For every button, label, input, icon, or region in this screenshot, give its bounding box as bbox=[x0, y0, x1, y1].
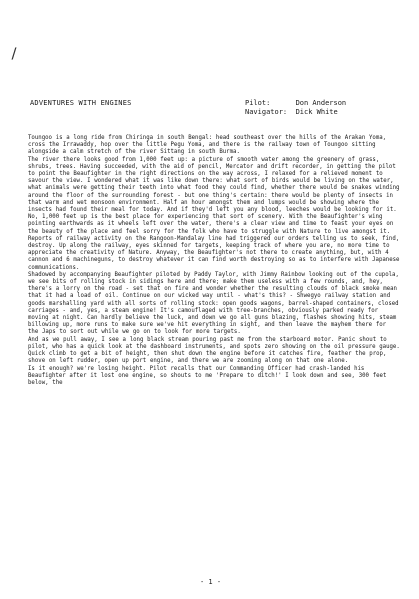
document-title: ADVENTURES WITH ENGINES bbox=[30, 99, 132, 107]
paragraph-6: And as we pull away, I see a long black stream pouring past me from the starboard motor. Panic shout to pilot, who has a quick look at the dashboard instruments, and spots zero showing on the oil pressure gauge. Quick climb to get a bit of height, then shut down the engine before it catches fire, feather the prop, shove on left rudder, open up port engine, and there we are zooming along on that one alone. bbox=[28, 336, 400, 365]
paragraph-3: No, 1,000 feet up is the best place for experiencing that sort of scenery. With the Beaufighter's wing pointing earthwards as it wheels left over the water, there's a clear view and time to feast your eyes on the beauty of the place and feel sorry for the folk who have to struggle with Nature to live amongst it. bbox=[28, 214, 394, 235]
navigator-line: Navigator: Dick White bbox=[245, 108, 338, 116]
pilot-line: Pilot: Don Anderson bbox=[245, 99, 347, 107]
paragraph-1: Toungoo is a long ride from Chiringa in south Bengal: head southeast over the hills of the Arakan Yoma, cross the Irrawaddy, hop over the little Pegu Yoma, and there is the railway town of Toungoo sitting alongside a calm stretch of the river Sittang in south Burma. bbox=[28, 135, 387, 156]
paragraph-4: Reports of railway activity on the Rangoon-Mandalay line had triggered our orders telling us to seek, find, destroy. Up along the railway, eyes skinned for targets, keeping track of where you are, no more time to appreciate the creativity of Nature. Anyway, the Beaufighter's not there to create anything, but, with 4 cannon and 6 machineguns, to destroy whatever it can find worth destroying so as to interfere with Japanese communications. bbox=[28, 235, 400, 271]
paragraph-2: The river there looks good from 1,000 feet up: a picture of smooth water among the greenery of grass, shrubs, trees. Having succeeded, with the aid of pencil, Mercator and drift recorder, in getting the pilot to point the Beaufighter in the right directions on the way across, I relaxed for a relieved moment to savour the view. I wondered what it was like down there: what sort of birds would be living on the water, what animals were getting their teeth into what food they could find, whether there would be snakes winding around the floor of the surrounding forest - but one thing's certain: there would be plenty of insects in that warm and wet monsoon environment. Half an hour amongst them and lumps would be showing where the insects had found their meal for today. And if they'd left you any blood, leeches would be looking for it. bbox=[28, 156, 400, 214]
page-number: - 1 - bbox=[200, 578, 222, 586]
crew-credits bbox=[245, 99, 346, 117]
body-text bbox=[28, 135, 400, 387]
paragraph-5: Shadowed by accompanying Beaufighter piloted by Paddy Taylor, with Jimmy Rainbow looking out of the cupola, we see bits of rolling stock in sidings here and there; make them useless with a few rounds, and, hey, there's a lorry on the road - set that on fire and wonder whether the resulting clouds of black smoke mean that it had a load of oil. Continue on our wicked way until - what's this? - Shwegyo railway station and goods marshalling yard with all sorts of rolling stock: open goods wagons, barrel-shaped containers, closed carriages - and, yes, a steam engine! It's camouflaged with tree-branches, obviously parked ready for moving at night. Can hardly believe the luck, and down we go all guns blazing, flashes showing hits, steam billowing up, more runs to make sure we've hit everything in sight, and then leave the mayhem there for the Japs to sort out while we go on to look for more targets. bbox=[28, 271, 399, 336]
handwritten-mark: / bbox=[8, 45, 20, 63]
paragraph-7: Is it enough? we're losing height. Pilot recalls that our Commanding Officer had crash-landed his Beaufighter after it lost one engine, so shouts to me 'Prepare to ditch!' I look down and see, 300 feet below, the bbox=[28, 365, 387, 386]
